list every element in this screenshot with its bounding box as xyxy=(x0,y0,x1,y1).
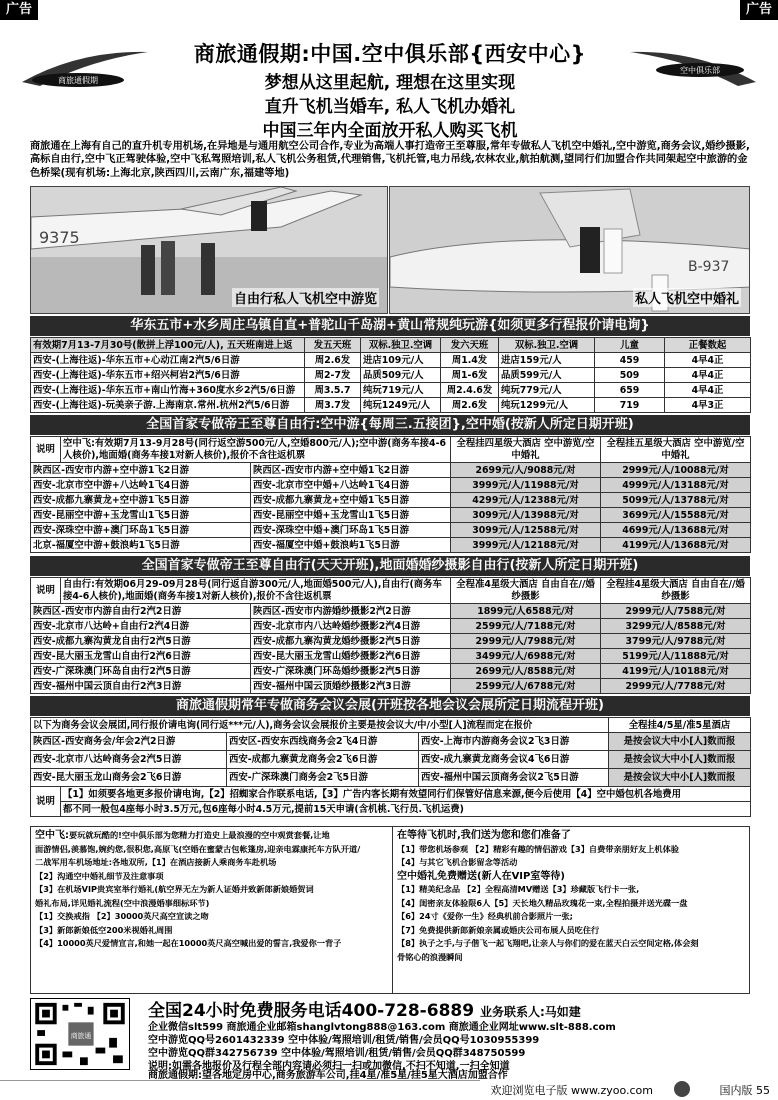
brand-icon xyxy=(674,1081,690,1097)
cell: 3999元/人/12188元/对 xyxy=(451,538,601,553)
cell: 4199元/人/13688元/对 xyxy=(601,538,751,553)
s1-h3: 发六天班 xyxy=(441,338,499,353)
cell: 3499元/人/6988元/对 xyxy=(451,649,601,664)
notes-left-line: 【3】在机场VIP贵宾室举行婚礼(航空界无左为新人证婚并致新郎新娘婚贺词 xyxy=(35,884,314,894)
cell: 西安-北京市空中游+八达岭1飞4日游 xyxy=(31,478,251,493)
cell: 西安-北京市内八达岭婚纱摄影2汽4日游 xyxy=(251,619,451,634)
cell: 西安-(上海往返)-华东五市+绍兴柯岩2汽5/6日游 xyxy=(31,368,305,383)
table-row xyxy=(31,751,751,769)
table-row xyxy=(31,478,751,493)
s2-note-label: 说明 xyxy=(31,437,61,463)
contact-line-1: 企业微信slt599 商旅通企业邮箱shanglvtong888@163.com 商旅通企业网址www.slt-888.com xyxy=(148,1022,616,1033)
notes-right-line: 【1】精美纪念品 【2】全程高清MV赠送【3】珍藏版飞行卡一张, xyxy=(397,884,640,894)
cell: 陕西区-西安市内游婚纱摄影2汽2日游 xyxy=(251,604,451,619)
cell: 西安-成九寨黄龙商务会议4飞6日游 xyxy=(419,751,609,769)
cell: 周2.4.6发 xyxy=(441,383,499,398)
table-row xyxy=(31,398,751,413)
page-title: 商旅通假期:中国.空中俱乐部{西安中心} xyxy=(193,42,587,66)
cell: 3099元/人/13988元/对 xyxy=(451,508,601,523)
section1-header-row xyxy=(31,338,751,353)
table-row xyxy=(31,769,751,787)
section4-title: 商旅通假期常年专做商务会议会展(开班按各地会议会展所定日期流程开班) xyxy=(30,696,750,716)
cell: 西安-深珠空中婚+澳门环岛1飞5日游 xyxy=(251,523,451,538)
s1-h5: 儿童 xyxy=(595,338,665,353)
cell: 纯玩779元/人 xyxy=(499,383,595,398)
photo-air-wedding xyxy=(389,186,750,314)
logo-left-text: 商旅通假期 xyxy=(58,76,98,85)
ad-tag-left: 广告 xyxy=(0,0,38,20)
notes-left-title: 空中飞: xyxy=(35,830,69,841)
cell: 是按会议大中小[人]数而报 xyxy=(609,769,751,787)
cell: 2999元/人/7988元/对 xyxy=(451,634,601,649)
cell: 3699元/人/15588元/对 xyxy=(601,508,751,523)
cell: 西安-北京市八达岭商务会2汽5日游 xyxy=(31,751,227,769)
cell: 周2.6发 xyxy=(305,353,361,368)
s1-h6: 正餐数起 xyxy=(665,338,751,353)
cell: 西安-北京市空中婚+八达岭1飞4日游 xyxy=(251,478,451,493)
cell: 西安-广深珠澳门环岛自由行2汽5日游 xyxy=(31,664,251,679)
wedding-notes xyxy=(30,826,750,994)
notes-right-line: 【6】24寸《爱你一生》经典机前合影照片一张; xyxy=(397,911,573,921)
notes-right-title: 在等待飞机时,我们送为您和您们准备了 xyxy=(397,830,571,841)
table-row xyxy=(31,733,751,751)
footer-divider xyxy=(0,1080,480,1081)
s1-h1: 发五天班 xyxy=(305,338,361,353)
table-row xyxy=(31,679,751,694)
section2-table xyxy=(30,436,751,553)
cell: 西安-昆丽空中游+玉龙雪山1飞5日游 xyxy=(31,508,251,523)
photo-strip xyxy=(30,186,750,314)
intro-text: 商旅通在上海有自己的直升机专用机场,在异地是与通用航空公司合作,专业为高端人事打造帝王至尊服,常年专做私人飞机空中婚礼,空中游览,商务会议,婚纱摄影,高标自由行,空中飞正驾驶体验,空中飞私驾照培训,私人飞机公务租赁,代理销售,飞机托管,电力吊线,农林农业,航拍航测,望同行们加盟合作共同架起空中旅游的金色桥梁(现有机场:上海北京,陕西四川,云南广东,福建等地) xyxy=(30,141,750,179)
cell: 周3.5.7 xyxy=(305,383,361,398)
s2-note: 空中飞:有效期7月13-9月28号(同行返空游500元/人,空婚800元/人);空中游(商务车接4-6人核价),地面婚(商务车接1对新人核价),报价不含往返机票 xyxy=(61,437,451,463)
section1-table xyxy=(30,337,751,413)
table-row xyxy=(31,634,751,649)
cell: 西安-成都九寨沟黄龙婚纱摄影2汽5日游 xyxy=(251,634,451,649)
cell: 3299元/人/8588元/对 xyxy=(601,619,751,634)
notes-left-line: 二战军用车机场地址:各地双所,【1】在酒店接新人乘商务车赴机场 xyxy=(35,857,277,867)
header xyxy=(0,34,778,141)
s1-h4: 双标.独卫.空调 xyxy=(499,338,595,353)
s3-note-label: 说明 xyxy=(31,578,61,604)
s4-note2: 都不同一般包4座每小时3.5万元,包6座每小时4.5万元,提前15天申请(含机桃.飞行员.飞机运费) xyxy=(61,802,751,817)
photo-caption-right: 私人飞机空中婚礼 xyxy=(633,288,741,307)
section3-table xyxy=(30,577,751,694)
contact-line-4: 说明:如需各地报价及行程全部内容请必须扫一扫或加微信,不扫不知道,一扫全知道 xyxy=(148,1061,510,1072)
cell: 纯玩1299元/人 xyxy=(499,398,595,413)
notes-left-line: 【3】新郎新娘低空200米视婚礼周围 xyxy=(35,924,173,935)
cell: 西安-深珠空中游+澳门环岛1飞5日游 xyxy=(31,523,251,538)
cell: 西安-福厦空中婚+鼓浪屿1飞5日游 xyxy=(251,538,451,553)
s1-h0: 有效期7月13-7月30号(散拼上浮100元/人), 五天班南进上返 xyxy=(31,338,305,353)
cell: 西安-昆大丽玉龙山商务会2飞6日游 xyxy=(31,769,227,787)
cell: 2699元/人/8588元/对 xyxy=(451,664,601,679)
notes-right-line: 【7】免费提供新郎新娘亲属或婚庆公司布展人员吃住行 xyxy=(397,924,600,935)
notes-left-line: 【2】沟通空中婚礼细节及注意事项 xyxy=(35,870,164,881)
cell: 1899元/人6588元/对 xyxy=(451,604,601,619)
liaison: 业务联系人:马如建 xyxy=(479,1005,581,1019)
cell: 2999元/人/7788元/对 xyxy=(601,679,751,694)
cell: 719 xyxy=(595,398,665,413)
notes-right-line: 【4】与其它飞机合影留念等活动 xyxy=(397,857,518,867)
footer-page: 国内版 55 xyxy=(719,1084,770,1097)
cell: 陕西区-西安市内游+空中婚1飞2日游 xyxy=(251,463,451,478)
cell: 3099元/人/12588元/对 xyxy=(451,523,601,538)
s4-intro: 以下为商务会议会展团,同行报价请电询(同行返***元/人),商务会议会展报价主要是按会议大/中/小型[人]流程而定在报价 xyxy=(31,718,609,733)
photo-caption-left: 自由行私人飞机空中游览 xyxy=(232,288,379,307)
notes-right-line: 骨铭心的浪漫瞬间 xyxy=(397,951,463,962)
contact-block xyxy=(30,996,750,1072)
table-row xyxy=(31,383,751,398)
cell: 西安-成都九寨黄龙+空中游1飞5日游 xyxy=(31,493,251,508)
logo-right-text: 空中俱乐部 xyxy=(680,66,720,75)
contact-line-2: 空中游览QQ号2601432339 空中体验/驾照培训/租赁/销售/会员QQ号1030955399 xyxy=(148,1035,540,1046)
s2-col2: 全程挂五星级大酒店 空中游览/空中婚礼 xyxy=(601,437,751,463)
table-row xyxy=(31,604,751,619)
cell: 周1-6发 xyxy=(441,368,499,383)
s4-note1: 【1】如须要各地更多报价请电询,【2】招蜘家合作联系电话,【3】广告内客长期有效望同行们保管好信息来源,便今后使用【4】空中婚包机各地费用 xyxy=(61,787,751,802)
logo-left xyxy=(20,46,150,92)
s1-h2: 双标.独卫.空调 xyxy=(361,338,441,353)
s4-note-label: 说明 xyxy=(31,787,61,817)
cell: 西安-成都九寨黄龙+空中婚1飞5日游 xyxy=(251,493,451,508)
cell: 西安-福州中国云顶自由行2汽3日游 xyxy=(31,679,251,694)
ad-tag-right: 广告 xyxy=(740,0,778,20)
section1-title: 华东五市+水乡周庄乌镇自直+普驼山千岛湖+黄山常规纯玩游{如须更多行程报价请电询} xyxy=(30,316,750,336)
cell: 4199元/人/10188元/对 xyxy=(601,664,751,679)
section4-note-row xyxy=(31,787,751,802)
table-row xyxy=(31,523,751,538)
notes-left-line: 婚礼布局,详见婚礼流程(空中浪漫婚事细标环节) xyxy=(35,897,210,908)
table-row xyxy=(31,493,751,508)
cell: 纯玩1249元/人 xyxy=(361,398,441,413)
cell: 西安-广深珠澳门商务会2飞5日游 xyxy=(227,769,419,787)
cell: 4299元/人/12388元/对 xyxy=(451,493,601,508)
s3-note: 自由行:有效期06月29-09月28号(同行返自游300元/人,地面婚500元/人),自由行(商务车接4-6人核价),地面婚(商务车接1对新人核价),报价不含往返机票 xyxy=(61,578,451,604)
cell: 459 xyxy=(595,353,665,368)
cell: 是按会议大中小[人]数而报 xyxy=(609,751,751,769)
cell: 5099元/人/13788元/对 xyxy=(601,493,751,508)
cell: 周1.4发 xyxy=(441,353,499,368)
cell: 西安-昆丽空中婚+玉龙雪山1飞5日游 xyxy=(251,508,451,523)
cell: 659 xyxy=(595,383,665,398)
cell: 4早4正 xyxy=(665,353,751,368)
footer-website[interactable]: 欢迎浏览电子版 www.zyoo.com xyxy=(490,1084,653,1097)
photo-free-tour xyxy=(30,186,388,314)
notes-left-line: 面游情侣,羡慕饱,婉约您,很积您,高原飞(空婚在蜜蒙古包帐篷房,迎亲电霖康托车方队开道/ xyxy=(35,843,361,854)
cell: 2999元/人/7588元/对 xyxy=(601,604,751,619)
notes-left-line: 【1】交换戒指 【2】30000英尺高空宣读之吻 xyxy=(35,911,209,921)
contact-line-5: 商旅通假期:望各地定房中心,商务旅游车公司,挂4星/准5星/挂5星大酒店加盟合作 xyxy=(148,1070,508,1081)
s3-col2: 全程挂4星级大酒店 自由自在//婚纱摄影 xyxy=(601,578,751,604)
notes-left xyxy=(31,827,393,993)
table-row xyxy=(31,538,751,553)
cell: 陕西区-西安市内游自由行2汽2日游 xyxy=(31,604,251,619)
section2-note-row xyxy=(31,437,751,463)
cell: 周2.6发 xyxy=(441,398,499,413)
contact-line-3: 空中游览QQ群342756739 空中体验/驾照培训/租赁/销售/会员QQ群348750599 xyxy=(148,1048,526,1059)
section4-intro-row xyxy=(31,718,751,733)
cell: 西安-成都九寨沟黄龙自由行2汽5日游 xyxy=(31,634,251,649)
cell: 品质509元/人 xyxy=(361,368,441,383)
cell: 西安-福州中国云顶商务会议2飞5日游 xyxy=(419,769,609,787)
slogan-3: 中国三年内全面放开私人购买飞机 xyxy=(262,121,518,141)
cell: 西安-福州中国云顶婚纱摄影2汽3日游 xyxy=(251,679,451,694)
cell: 西安-昆大丽玉龙雪山自由行2汽6日游 xyxy=(31,649,251,664)
cell: 4早3正 xyxy=(665,398,751,413)
logo-right xyxy=(628,46,758,92)
section3-title: 全国首家专做帝王至尊自由行(天天开班),地面婚婚纱摄影自由行(按新人所定日期开班) xyxy=(30,556,750,576)
cell: 周3.7发 xyxy=(305,398,361,413)
footer xyxy=(0,1078,778,1100)
notes-right-title-2: 空中婚礼免费赠送(新人在VIP室等待) xyxy=(397,870,565,882)
notes-right xyxy=(393,827,749,993)
notes-right-line: 【4】闺密亲友体验限6人【5】天长地久精品玫瑰花一束,全程拍摄并送光碟一盘 xyxy=(397,897,688,908)
notes-left-line: 要玩就玩酷的!空中俱乐部为您精力打造史上最浪漫的空中观赏套餐,让地 xyxy=(69,830,330,840)
section4-table xyxy=(30,717,751,817)
slogan-1: 梦想从这里起航, 理想在这里实现 xyxy=(264,73,516,93)
cell: 2599元/人/7188元/对 xyxy=(451,619,601,634)
cell: 4早4正 xyxy=(665,383,751,398)
slogan-2: 直升飞机当婚车, 私人飞机办婚礼 xyxy=(264,97,516,117)
table-row xyxy=(31,353,751,368)
cell: 3799元/人/9788元/对 xyxy=(601,634,751,649)
cell: 4999元/人/13188元/对 xyxy=(601,478,751,493)
cell: 2699元/人/9088元/对 xyxy=(451,463,601,478)
cell: 纯玩719元/人 xyxy=(361,383,441,398)
cell: 陕西区-西安商务会/年会2汽2日游 xyxy=(31,733,227,751)
table-row xyxy=(31,649,751,664)
notes-right-line: 【8】执子之手,与子偕飞一起飞翔吧,让亲人与你们的爱在蓝天白云空间定格,体会刻 xyxy=(397,938,699,948)
plane-registration-right: B-937 xyxy=(688,259,730,275)
cell: 周2-7发 xyxy=(305,368,361,383)
s3-col1: 全程准4星级大酒店 自由自在//婚纱摄影 xyxy=(451,578,601,604)
cell: 4699元/人/13688元/对 xyxy=(601,523,751,538)
table-row xyxy=(31,664,751,679)
cell: 509 xyxy=(595,368,665,383)
table-row xyxy=(31,508,751,523)
cell: 5199元/人/11888元/对 xyxy=(601,649,751,664)
section4-note-row-2 xyxy=(31,802,751,817)
qr-center-label: 商旅通 xyxy=(70,1031,92,1040)
cell: 陕西区-西安市内游+空中游1飞2日游 xyxy=(31,463,251,478)
s2-col1: 全程挂四星级大酒店 空中游览/空中婚礼 xyxy=(451,437,601,463)
cell: 西安-上海市内游商务会议2飞3日游 xyxy=(419,733,609,751)
notes-left-line: 【4】10000英尺爱情宣言,和她一起在10000英尺高空喊出爱的誓言,我爱你一背子 xyxy=(35,938,342,948)
cell: 西安-昆大丽玉龙雪山婚纱摄影2汽6日游 xyxy=(251,649,451,664)
table-row xyxy=(31,368,751,383)
hotline-text: 全国24小时免费服务电话400-728-6889 xyxy=(148,1001,475,1021)
cell: 北京-福厦空中游+鼓浪屿1飞5日游 xyxy=(31,538,251,553)
table-row xyxy=(31,619,751,634)
cell: 3999元/人/11988元/对 xyxy=(451,478,601,493)
qr-code-icon[interactable] xyxy=(30,998,130,1070)
cell: 西安-(上海往返)-华东五市+南山竹海+360度水乡2汽5/6日游 xyxy=(31,383,305,398)
cell: 是按会议大中小[人]数而报 xyxy=(609,733,751,751)
cell: 西安-(上海往返)-玩美亲子游.上海南京.常州.杭州2汽5/6日游 xyxy=(31,398,305,413)
cell: 西安-(上海往返)-华东五市+心动江南2汽5/6日游 xyxy=(31,353,305,368)
cell: 2999元/人/10088元/对 xyxy=(601,463,751,478)
s4-hotel: 全程挂4/5星/准5星酒店 xyxy=(609,718,751,733)
cell: 西安-广深珠澳门环岛婚纱摄影2汽5日游 xyxy=(251,664,451,679)
section3-note-row xyxy=(31,578,751,604)
cell: 进店159元/人 xyxy=(499,353,595,368)
plane-registration-left: 9375 xyxy=(39,228,80,247)
cell: 4早4正 xyxy=(665,368,751,383)
cell: 西安-成都九寨黄龙商务会2飞6日游 xyxy=(227,751,419,769)
table-row xyxy=(31,463,751,478)
cell: 2599元/人/6788元/对 xyxy=(451,679,601,694)
cell: 进店109元/人 xyxy=(361,353,441,368)
section2-title: 全国首家专做帝王至尊自由行:空中游{每周三.五接团},空中婚(按新人所定日期开班) xyxy=(30,415,750,435)
cell: 西安-北京市八达岭+自由行2汽4日游 xyxy=(31,619,251,634)
cell: 西安区-西安东西线商务会2飞4日游 xyxy=(227,733,419,751)
notes-right-line: 【1】带您机场参观 【2】精彩有趣的情侣游戏【3】自费带亲朋好友上机体验 xyxy=(397,843,679,854)
cell: 品质599元/人 xyxy=(499,368,595,383)
